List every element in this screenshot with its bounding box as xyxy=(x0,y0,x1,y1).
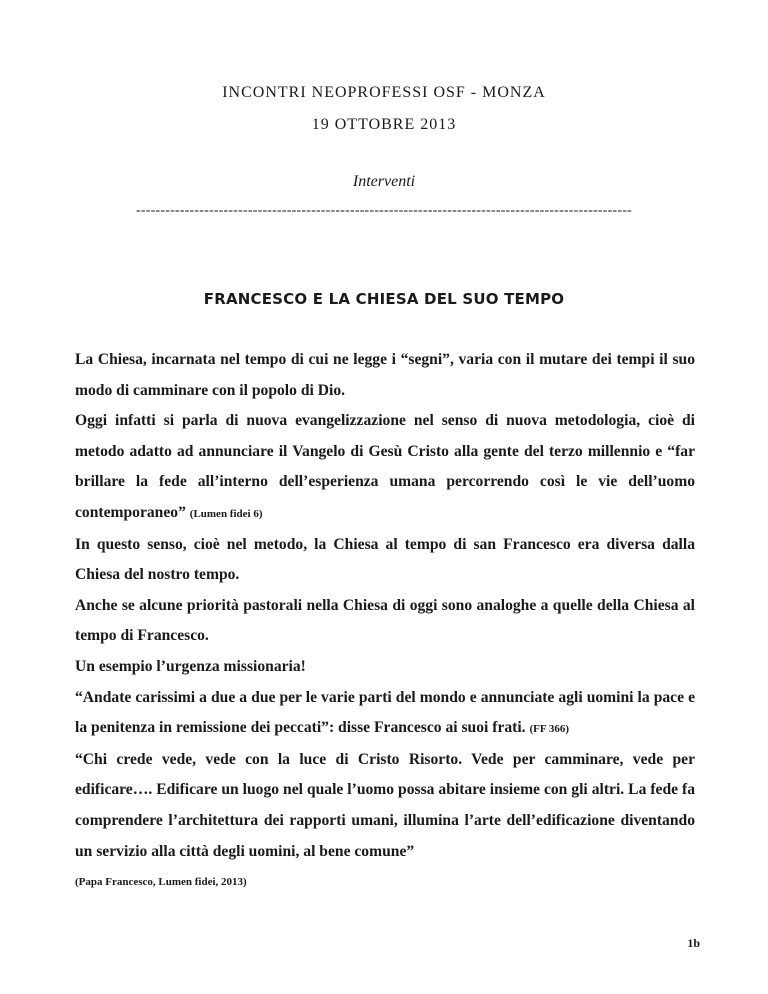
paragraph-4: Anche se alcune priorità pastorali nella Chiesa di oggi sono analoghe a quelle della Chiesa al tempo di Francesco. xyxy=(75,596,695,645)
paragraph-7: “Chi crede vede, vede con la luce di Cristo Risorto. Vede per camminare, vede per edificare…. Edificare un luogo nel quale l’uomo possa abitare insieme con gli altri. La fede fa comprendere l’architettura dei rapporti umani, illumina l’arte dell’edificazione diventando un servizio alla città degli uomini, al bene comune” xyxy=(75,750,695,860)
paragraph-5: Un esempio l’urgenza missionaria! xyxy=(75,657,306,675)
section-label: Interventi xyxy=(352,173,416,190)
page-number: 1b xyxy=(687,936,700,950)
paragraph-1: La Chiesa, incarnata nel tempo di cui ne legge i “segni”, varia con il mutare dei tempi il suo modo di camminare con il popolo di Dio. xyxy=(75,351,695,399)
paragraph-6-text: “Andate carissimi a due a due per le varie parti del mondo e annunciate agli uomini la pace e la penitenza in remissione dei peccati”: disse Francesco ai suoi frati. xyxy=(75,688,695,737)
citation-lumen-fidei-6: (Lumen fidei 6) xyxy=(189,507,263,520)
dashed-divider: ------------------------------------------------------------------------------------------------------ xyxy=(136,203,632,218)
document-title: FRANCESCO E LA CHIESA DEL SUO TEMPO xyxy=(203,290,565,308)
header-date: 19 OTTOBRE 2013 xyxy=(311,116,457,133)
body-text xyxy=(75,345,695,898)
paragraph-3: In questo senso, cioè nel metodo, la Chiesa al tempo di san Francesco era diversa dalla Chiesa del nostro tempo. xyxy=(75,535,695,584)
paragraph-2 xyxy=(75,406,695,529)
paragraph-6 xyxy=(75,683,695,745)
paragraph-2-text: Oggi infatti si parla di nuova evangelizzazione nel senso di nuova metodologia, cioè di metodo adatto ad annunciare il Vangelo di Gesù Cristo alla gente del terzo millennio e “far brillare la fede all’interno dell’esperienza umana percorrendo così le vie dell’uomo contemporaneo” xyxy=(75,412,695,521)
citation-ff-366: (FF 366) xyxy=(529,723,570,736)
header-title: INCONTRI NEOPROFESSI OSF - MONZA xyxy=(222,84,546,101)
citation-papa-francesco: (Papa Francesco, Lumen fidei, 2013) xyxy=(75,876,247,889)
